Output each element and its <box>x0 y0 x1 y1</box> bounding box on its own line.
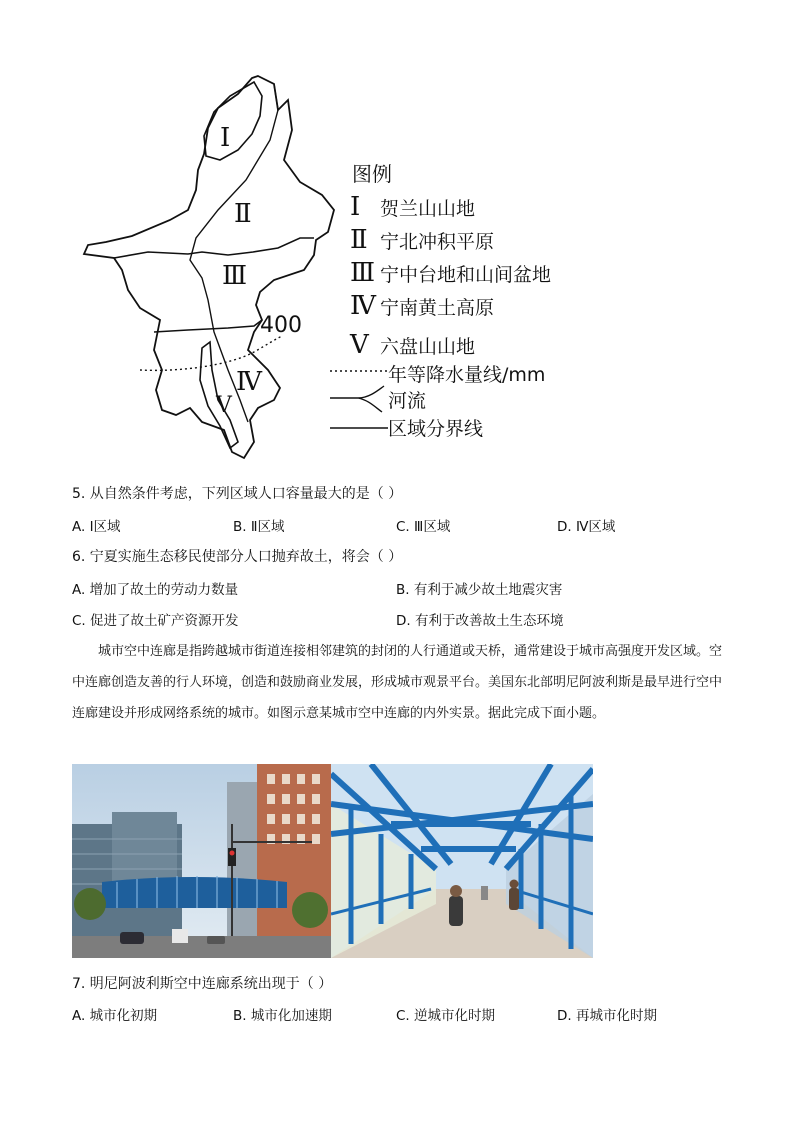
legend-symbol: Ⅴ <box>350 330 369 360</box>
skyway-exterior-photo <box>72 764 331 958</box>
legend-boundary-label: 区域分界线 <box>388 418 484 440</box>
legend-item <box>350 225 494 255</box>
legend-symbol: Ⅳ <box>350 291 376 321</box>
region-label-i: Ⅰ <box>220 123 231 153</box>
legend-item <box>350 291 494 321</box>
question-5-stem: 5. 从自然条件考虑，下列区域人口容量最大的是（ ） <box>72 486 403 502</box>
region-label-v: Ⅴ <box>216 393 232 418</box>
q5-option-c[interactable]: C. Ⅲ区域 <box>396 519 451 535</box>
region-i-boundary <box>204 82 262 160</box>
boundary-ii-iii <box>114 238 314 258</box>
legend-river-label: 河流 <box>388 390 427 412</box>
river-legend-symbol <box>330 386 384 412</box>
legend-symbol: Ⅲ <box>350 258 376 288</box>
isoline-value: 400 <box>260 313 302 338</box>
region-label-iv: Ⅳ <box>236 367 262 397</box>
ningxia-region-map <box>78 70 348 465</box>
q6-option-d[interactable]: D. 有利于改善故土生态环境 <box>396 613 564 629</box>
region-label-ii: Ⅱ <box>234 199 252 229</box>
skyway-interior-photo <box>331 764 593 958</box>
q5-option-b[interactable]: B. Ⅱ区域 <box>233 519 285 535</box>
legend-label: 宁北冲积平原 <box>380 231 495 253</box>
province-outline <box>84 76 334 458</box>
region-label-iii: Ⅲ <box>222 261 248 291</box>
skyway-passage: 城市空中连廊是指跨越城市街道连接相邻建筑的封闭的人行通道或天桥，通常建设于城市高强度开发区域。空中连廊创造友善的行人环境，创造和鼓励商业发展，形成城市观景平台。美国东北部明尼阿波利斯是最早进行空中连廊建设并形成网络系统的城市。如图示意某城市空中连廊的内外实景。据此完成下面小题。 <box>72 644 723 721</box>
q7-option-a[interactable]: A. 城市化初期 <box>72 1008 158 1024</box>
legend-item <box>350 258 551 288</box>
legend-item <box>350 192 475 222</box>
q5-option-a[interactable]: A. Ⅰ区域 <box>72 519 121 535</box>
legend-symbol: Ⅰ <box>350 192 361 222</box>
legend-title: 图例 <box>352 162 392 186</box>
legend-label: 六盘山山地 <box>380 336 476 358</box>
q7-option-c[interactable]: C. 逆城市化时期 <box>396 1008 496 1024</box>
legend-label: 宁中台地和山间盆地 <box>380 264 552 286</box>
legend-item <box>350 330 475 360</box>
q6-option-b[interactable]: B. 有利于减少故土地震灾害 <box>396 582 563 598</box>
legend-label: 贺兰山山地 <box>380 198 476 220</box>
boundary-iii-iv <box>154 320 262 332</box>
legend-isoline-label: 年等降水量线/mm <box>388 364 546 386</box>
q6-option-c[interactable]: C. 促进了故土矿产资源开发 <box>72 613 239 629</box>
q7-option-b[interactable]: B. 城市化加速期 <box>233 1008 332 1024</box>
question-6-stem: 6. 宁夏实施生态移民使部分人口抛弃故土，将会（ ） <box>72 549 403 565</box>
question-7-stem: 7. 明尼阿波利斯空中连廊系统出现于（ ） <box>72 976 333 992</box>
q7-option-d[interactable]: D. 再城市化时期 <box>557 1008 657 1024</box>
q6-option-a[interactable]: A. 增加了故土的劳动力数量 <box>72 582 239 598</box>
legend-symbol: Ⅱ <box>350 225 368 255</box>
legend-label: 宁南黄土高原 <box>380 297 495 319</box>
q5-option-d[interactable]: D. Ⅳ区域 <box>557 519 616 535</box>
yellow-river <box>190 84 278 422</box>
